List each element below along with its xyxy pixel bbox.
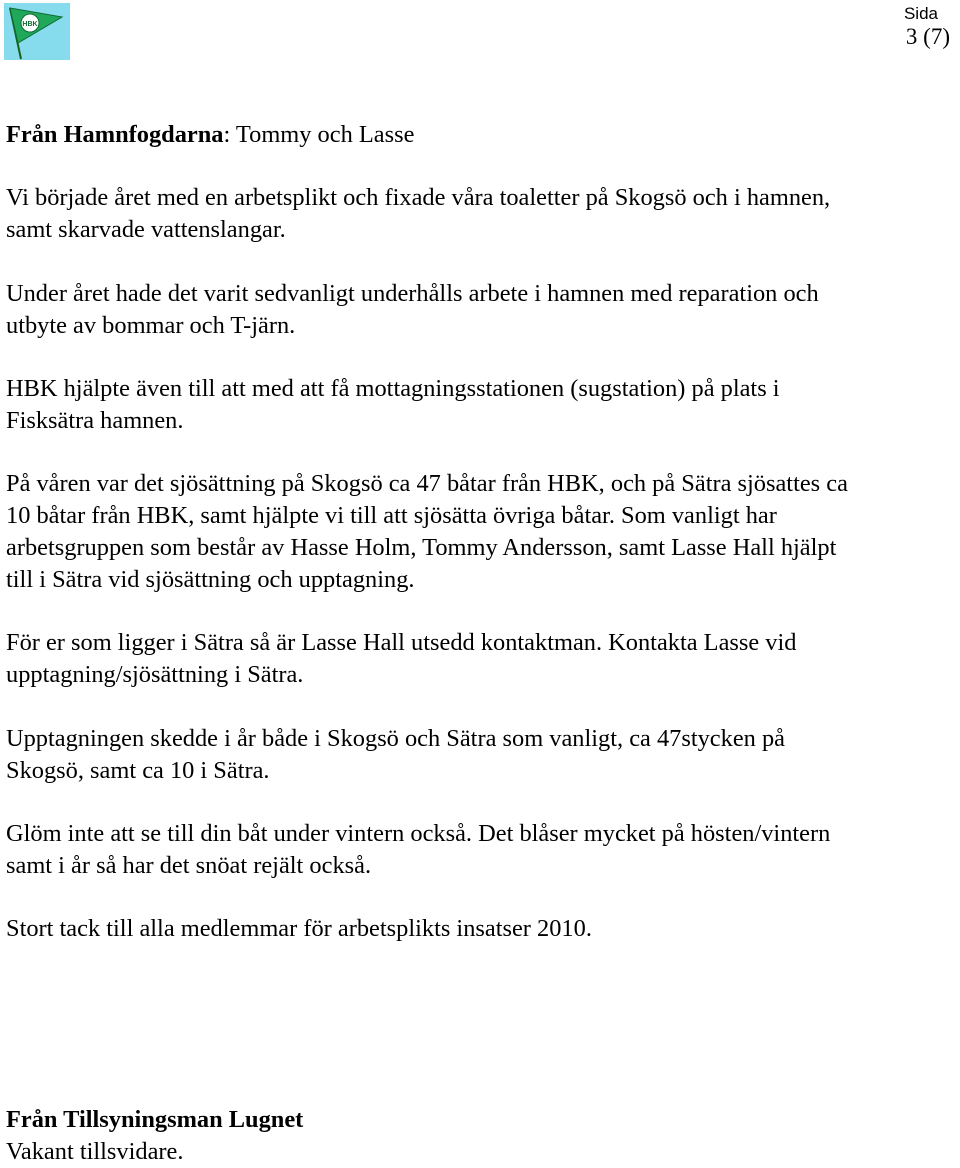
paragraph-line: För er som ligger i Sätra så är Lasse Hall utsedd kontaktman. Kontakta Lasse vid (6, 629, 797, 656)
paragraph (6, 913, 960, 945)
paragraph-line: Skogsö, samt ca 10 i Sätra. (6, 757, 270, 784)
paragraph-line: Under året hade det varit sedvanligt underhålls arbete i hamnen med reparation och (6, 280, 819, 307)
section-text: Vakant tillsvidare. (6, 1138, 184, 1165)
paragraph (6, 627, 960, 691)
paragraph-line: arbetsgruppen som består av Hasse Holm, Tommy Andersson, samt Lasse Hall hjälpt (6, 534, 837, 561)
logo-text: HBK (22, 21, 38, 28)
heading-bold: Från Hamnfogdarna (6, 121, 224, 148)
paragraph (6, 818, 960, 882)
paragraph-line: till i Sätra vid sjösättning och upptagning. (6, 566, 415, 593)
paragraph-line: På våren var det sjösättning på Skogsö ca 47 båtar från HBK, och på Sätra sjösattes ca (6, 470, 848, 497)
paragraph-line: Glöm inte att se till din båt under vintern också. Det blåser mycket på hösten/vintern (6, 820, 831, 847)
paragraph-line: Upptagningen skedde i år både i Skogsö och Sätra som vanligt, ca 47stycken på (6, 725, 785, 752)
paragraph-line: Fisksätra hamnen. (6, 407, 184, 434)
paragraph (6, 723, 960, 787)
paragraph-line: Vi började året med en arbetsplikt och fixade våra toaletter på Skogsö och i hamnen, (6, 184, 831, 211)
paragraph-line: 10 båtar från HBK, samt hjälpte vi till att sjösätta övriga båtar. Som vanligt har (6, 502, 777, 529)
flag-icon (4, 3, 70, 60)
paragraph (6, 182, 960, 246)
page-number: 3 (7) (905, 24, 950, 49)
paragraph (6, 278, 960, 342)
paragraph-line: samt i år så har det snöat rejält också. (6, 852, 372, 879)
paragraph-line: utbyte av bommar och T-järn. (6, 312, 296, 339)
page-label: Sida (903, 4, 938, 23)
club-logo (4, 3, 70, 60)
section-heading-tillsyningsman: Från Tillsyningsman Lugnet (6, 1106, 304, 1133)
paragraph (6, 373, 960, 437)
paragraph-line: HBK hjälpte även till att med att få mottagningsstationen (sugstation) på plats i (6, 375, 780, 402)
paragraph-line: upptagning/sjösättning i Sätra. (6, 661, 304, 688)
section-heading-hamnfogdarna (6, 119, 960, 151)
paragraph-line: Stort tack till alla medlemmar för arbetsplikts insatser 2010. (6, 915, 592, 942)
section-tillsyningsman (6, 1104, 960, 1168)
paragraph-line: samt skarvade vattenslangar. (6, 216, 286, 243)
paragraph (6, 468, 960, 596)
heading-rest: : Tommy och Lasse (223, 121, 415, 148)
